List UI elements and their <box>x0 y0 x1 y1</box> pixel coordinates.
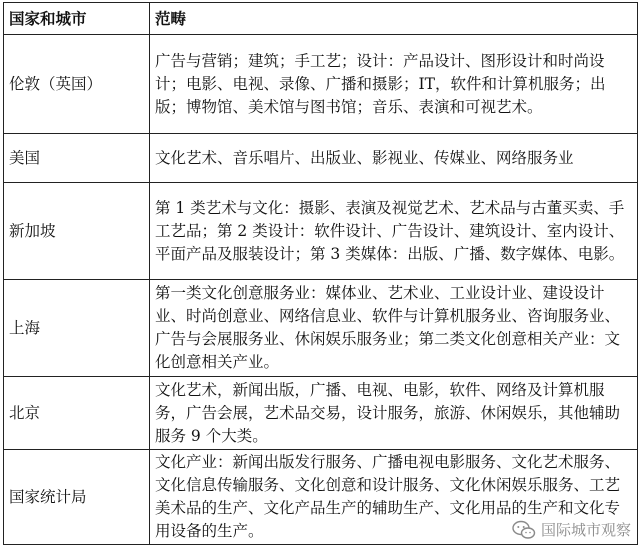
scope-cell: 文化产业：新闻出版发行服务、广播电视电影服务、文化艺术服务、文化信息传输服务、文化创意和设计服务、文化休闲娱乐服务、工艺美术品的生产、文化产品生产的辅助生产、文化用品的生产和文化专用设备的生产。 <box>150 450 638 545</box>
table-row <box>4 280 638 377</box>
table-row <box>4 134 638 183</box>
watermark <box>509 518 634 541</box>
region-cell: 国家统计局 <box>4 450 150 545</box>
table-row <box>4 183 638 280</box>
scope-cell: 广告与营销；建筑；手工艺；设计：产品设计、图形设计和时尚设计；电影、电视、录像、广播和摄影；IT，软件和计算机服务；出版；博物馆、美术馆与图书馆；音乐、表演和可视艺术。 <box>150 35 638 134</box>
scope-cell: 文化艺术，新闻出版，广播、电视、电影，软件、网络及计算机服务，广告会展，艺术品交易，设计服务，旅游、休闲娱乐，其他辅助服务 9 个大类。 <box>150 377 638 450</box>
table-row <box>4 377 638 450</box>
scope-cell: 文化艺术、音乐唱片、出版业、影视业、传媒业、网络服务业 <box>150 134 638 183</box>
region-cell: 上海 <box>4 280 150 377</box>
watermark-text: 国际城市观察 <box>540 521 631 539</box>
header-region: 国家和城市 <box>4 3 150 35</box>
data-table <box>3 2 638 545</box>
header-scope: 范畴 <box>150 3 638 35</box>
region-cell: 北京 <box>4 377 150 450</box>
region-cell: 美国 <box>4 134 150 183</box>
region-cell: 新加坡 <box>4 183 150 280</box>
region-cell: 伦敦（英国） <box>4 35 150 134</box>
scope-cell: 第一类文化创意服务业：媒体业、艺术业、工业设计业、建设设计业、时尚创意业、网络信息业、软件与计算机服务业、咨询服务业、广告与会展服务业、休闲娱乐服务业；第二类文化创意相关产业：文化创意相关产业。 <box>150 280 638 377</box>
header-row <box>4 3 638 35</box>
wechat-icon <box>512 520 536 540</box>
table-row <box>4 35 638 134</box>
scope-cell: 第 1 类艺术与文化：摄影、表演及视觉艺术、艺术品与古董买卖、手工艺品；第 2 类设计：软件设计、广告设计、建筑设计、室内设计、平面产品及服装设计；第 3 类媒体：出版、广播、数字媒体、电影。 <box>150 183 638 280</box>
